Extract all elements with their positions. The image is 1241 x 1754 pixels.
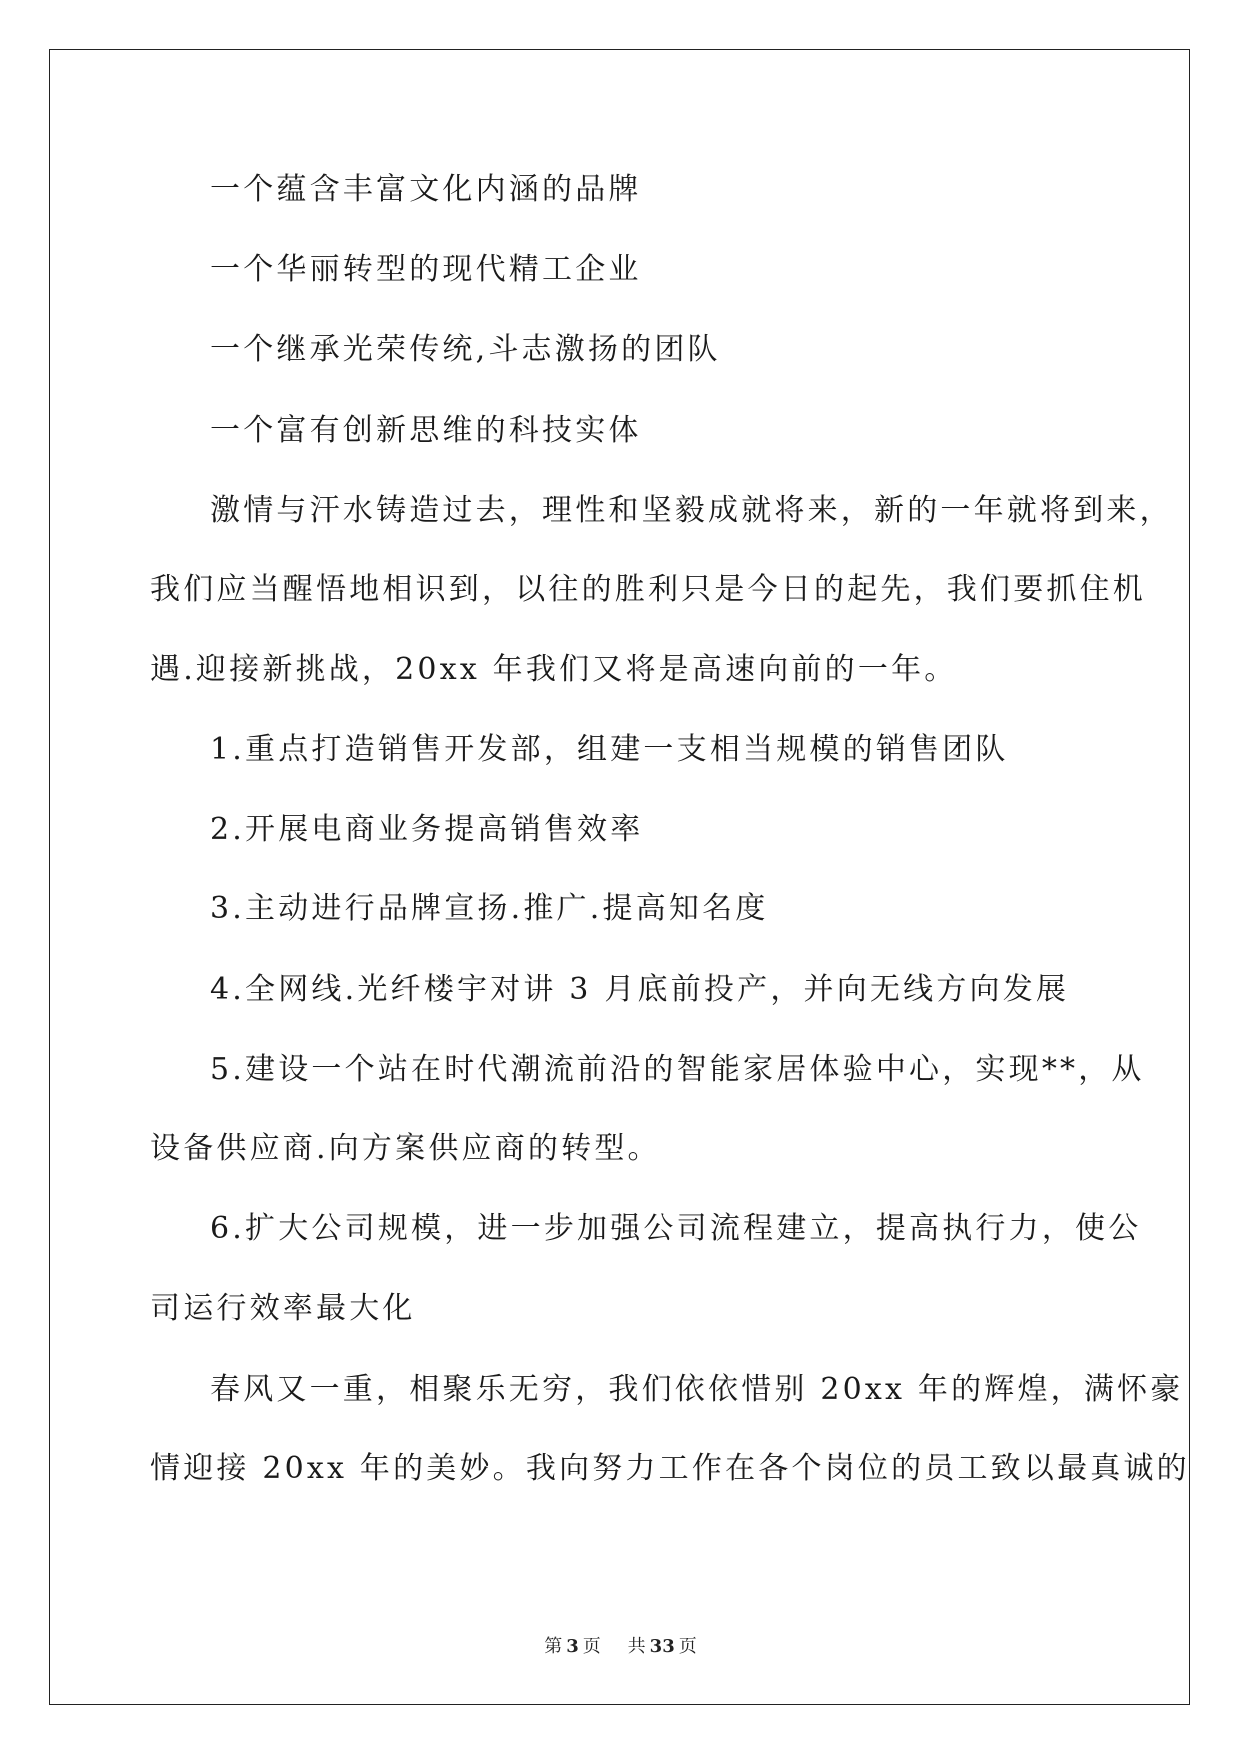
page-unit: 页 bbox=[582, 1636, 601, 1657]
text-line-3: 一个继承光荣传统,斗志激扬的团队 bbox=[210, 332, 721, 367]
text-line-closing-1: 春风又一重，相聚乐无穷，我们依依惜别 20xx 年的辉煌，满怀豪 bbox=[210, 1372, 1184, 1407]
text-line-closing-2: 情迎接 20xx 年的美妙。我向努力工作在各个岗位的员工致以最真诚的 bbox=[150, 1451, 1190, 1486]
list-item-6: 6.扩大公司规模，进一步加强公司流程建立，提高执行力，使公 bbox=[210, 1211, 1142, 1246]
list-item-6-cont: 司运行效率最大化 bbox=[150, 1291, 416, 1326]
text-line-5: 激情与汗水铸造过去，理性和坚毅成就将来，新的一年就将到来， bbox=[210, 493, 1173, 528]
total-unit: 页 bbox=[678, 1636, 697, 1657]
list-item-3: 3.主动进行品牌宣扬.推广.提高知名度 bbox=[210, 891, 769, 926]
text-line-6: 我们应当醒悟地相识到，以往的胜利只是今日的起先，我们要抓住机 bbox=[150, 572, 1146, 607]
text-line-4: 一个富有创新思维的科技实体 bbox=[210, 413, 642, 448]
list-item-2: 2.开展电商业务提高销售效率 bbox=[210, 812, 644, 847]
page-prefix: 第 bbox=[544, 1636, 563, 1657]
page-current: 3 bbox=[566, 1636, 579, 1657]
list-item-4: 4.全网线.光纤楼宇对讲 3 月底前投产，并向无线方向发展 bbox=[210, 972, 1070, 1007]
total-prefix: 共 bbox=[627, 1636, 646, 1657]
list-item-5: 5.建设一个站在时代潮流前沿的智能家居体验中心，实现**，从 bbox=[210, 1052, 1145, 1087]
text-line-1: 一个蕴含丰富文化内涵的品牌 bbox=[210, 172, 642, 207]
list-item-1: 1.重点打造销售开发部，组建一支相当规模的销售团队 bbox=[210, 732, 1009, 767]
page-total: 33 bbox=[649, 1636, 675, 1657]
page-footer bbox=[0, 1632, 1241, 1658]
text-line-7: 遇.迎接新挑战，20xx 年我们又将是高速向前的一年。 bbox=[150, 652, 958, 687]
text-line-2: 一个华丽转型的现代精工企业 bbox=[210, 252, 642, 287]
list-item-5-cont: 设备供应商.向方案供应商的转型。 bbox=[150, 1131, 661, 1166]
